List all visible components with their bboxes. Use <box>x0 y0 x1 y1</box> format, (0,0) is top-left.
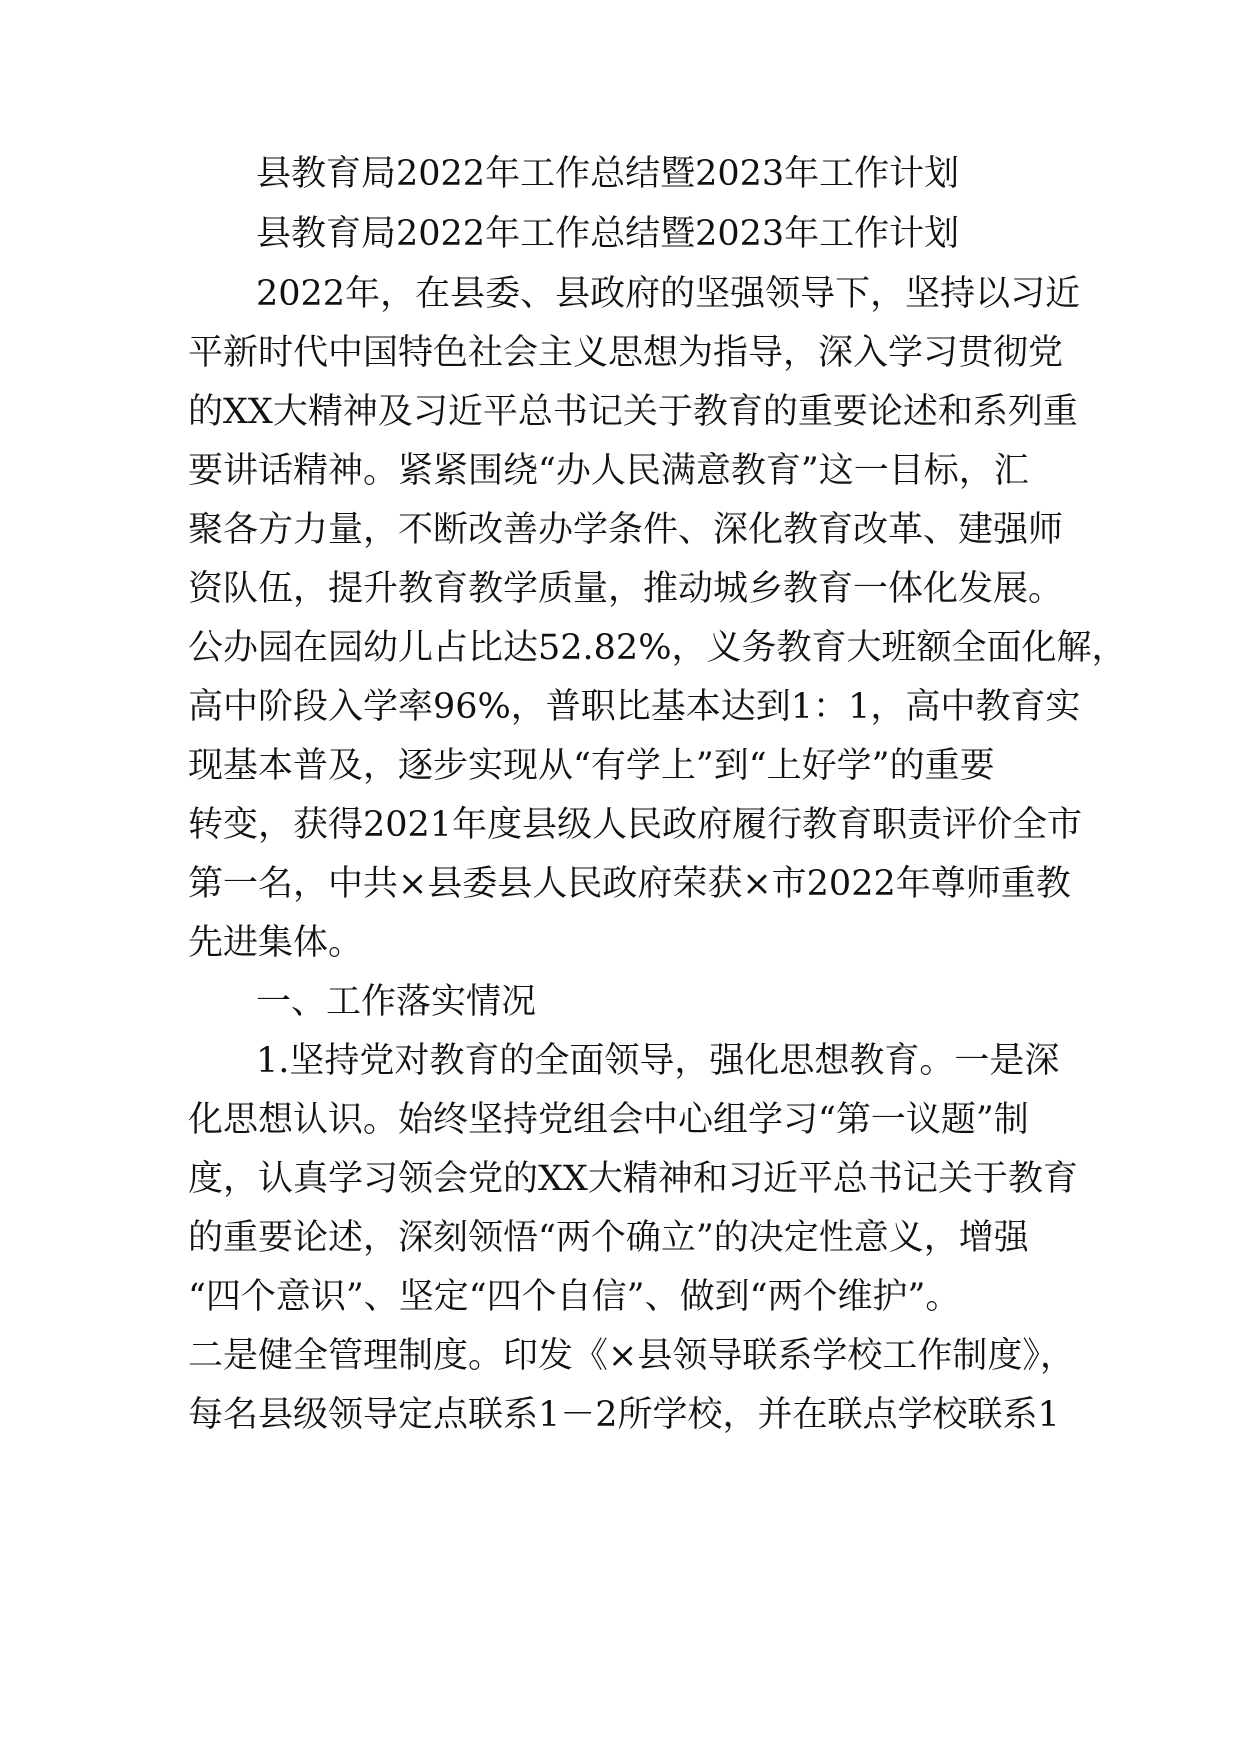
paragraph-line: “四个意识”、坚定“四个自信”、做到“两个维护”。 <box>188 1277 961 1317</box>
section-heading: 一、工作落实情况 <box>256 982 537 1022</box>
paragraph-line: 1.坚持党对教育的全面领导，强化思想教育。一是深 <box>256 1041 1060 1081</box>
paragraph-line: 要讲话精神。紧紧围绕“办人民满意教育”这一目标，汇 <box>188 451 1029 491</box>
paragraph-line: 现基本普及，逐步实现从“有学上”到“上好学”的重要 <box>188 746 995 786</box>
paragraph-line: 第一名，中共×县委县人民政府荣获×市2022年尊师重教 <box>188 864 1071 904</box>
paragraph-line: 的XX大精神及习近平总书记关于教育的重要论述和系列重 <box>188 392 1078 432</box>
paragraph-line: 的重要论述，深刻领悟“两个确立”的决定性意义，增强 <box>188 1218 1029 1258</box>
document-title: 县教育局2022年工作总结暨2023年工作计划 <box>256 154 960 194</box>
paragraph-line: 高中阶段入学率96%，普职比基本达到1：1，高中教育实 <box>188 687 1081 727</box>
paragraph-line: 聚各方力量，不断改善办学条件、深化教育改革、建强师 <box>188 510 1064 550</box>
document-title-repeat: 县教育局2022年工作总结暨2023年工作计划 <box>256 214 960 254</box>
paragraph-line: 二是健全管理制度。印发《×县领导联系学校工作制度》， <box>188 1336 1075 1376</box>
paragraph-line: 平新时代中国特色社会主义思想为指导，深入学习贯彻党 <box>188 333 1064 373</box>
paragraph-line: 度，认真学习领会党的XX大精神和习近平总书记关于教育 <box>188 1159 1078 1199</box>
paragraph-line: 每名县级领导定点联系1－2所学校，并在联点学校联系1 <box>188 1395 1060 1435</box>
paragraph-line: 2022年，在县委、县政府的坚强领导下，坚持以习近 <box>256 274 1081 314</box>
paragraph-line: 先进集体。 <box>188 923 364 963</box>
paragraph-line: 资队伍，提升教育教学质量，推动城乡教育一体化发展。 <box>188 569 1064 609</box>
paragraph-line: 转变，获得2021年度县级人民政府履行教育职责评价全市 <box>188 805 1083 845</box>
paragraph-line: 化思想认识。始终坚持党组会中心组学习“第一议题”制 <box>188 1100 1029 1140</box>
paragraph-line: 公办园在园幼儿占比达52.82%，义务教育大班额全面化解， <box>188 628 1127 668</box>
